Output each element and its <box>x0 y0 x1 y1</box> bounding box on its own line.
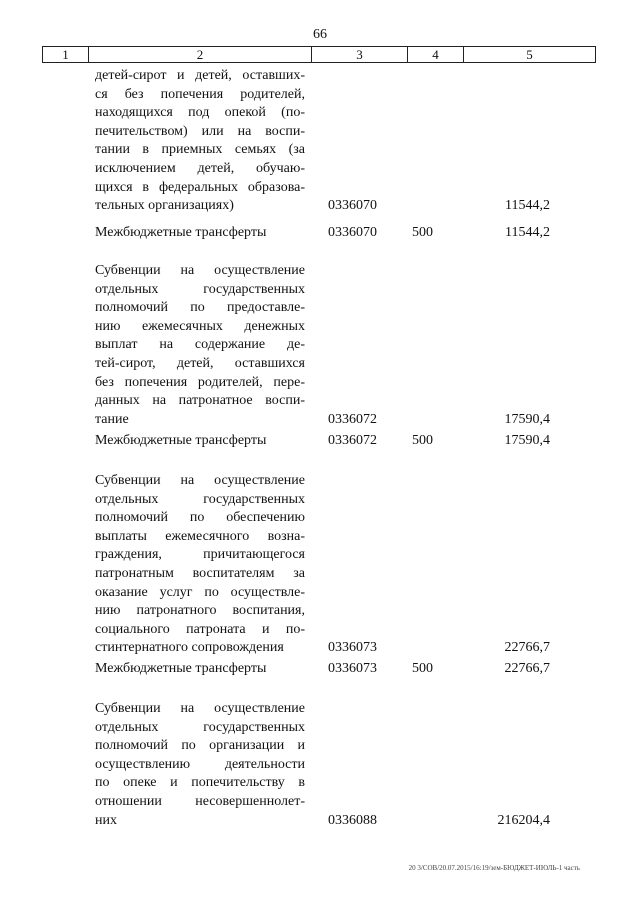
row-description-line: полномочий по предоставле- <box>95 300 305 316</box>
row-description <box>95 262 305 429</box>
row-amount: 22766,7 <box>504 661 550 676</box>
column-header-row <box>42 46 596 63</box>
row-description-line: стинтернатного сопровождения <box>95 640 284 656</box>
row-description <box>95 67 305 216</box>
row-code: 0336073 <box>328 661 377 676</box>
row-description-line: выплат на содержание де- <box>95 337 305 353</box>
column-header-3: 3 <box>312 47 408 62</box>
row-description <box>95 472 305 658</box>
row-description-line: отношении несовершеннолет- <box>95 793 305 809</box>
row-description-line: полномочий по организации и <box>95 738 305 754</box>
row-description <box>95 700 305 830</box>
row-description-line: детей-сирот и детей, оставших- <box>95 68 305 83</box>
row-code: 0336073 <box>328 640 377 656</box>
row-description-line: тей-сирот, детей, оставшихся <box>95 355 305 371</box>
row-code: 0336072 <box>328 433 377 448</box>
row-amount: 216204,4 <box>497 812 550 828</box>
column-header-5: 5 <box>526 47 533 62</box>
row-description-line: осуществлению деятельности <box>95 756 305 772</box>
row-description <box>95 432 305 451</box>
row-description-line: отдельных государственных <box>95 281 305 297</box>
row-code: 0336072 <box>328 411 377 427</box>
row-code: 0336088 <box>328 812 377 828</box>
row-expense-type: 500 <box>412 433 433 448</box>
row-description-line: исключением детей, обучаю- <box>95 160 305 176</box>
row-description-line: находящихся под опекой (по- <box>95 105 305 121</box>
row-code: 0336070 <box>328 225 377 240</box>
row-description-line: отдельных государственных <box>95 719 305 735</box>
row-description-line: Межбюджетные трансферты <box>95 225 267 240</box>
row-description-line: оказание услуг по осуществле- <box>95 584 305 600</box>
row-amount: 22766,7 <box>504 640 550 656</box>
row-description-line: полномочий по обеспечению <box>95 510 305 526</box>
row-expense-type: 500 <box>412 661 433 676</box>
row-description-line: по опеке и попечительству в <box>95 775 305 791</box>
row-description-line: данных на патронатное воспи- <box>95 393 305 409</box>
row-description-line: Межбюджетные трансферты <box>95 661 267 676</box>
row-description-line: Субвенции на осуществление <box>95 263 305 278</box>
row-description-line: Субвенции на осуществление <box>95 701 305 716</box>
row-description-line: отдельных государственных <box>95 491 305 507</box>
row-description-line: социального патроната и по- <box>95 621 305 637</box>
row-amount: 17590,4 <box>504 433 550 448</box>
column-header-2: 2 <box>89 47 312 62</box>
row-description-line: щихся в федеральных образова- <box>95 179 305 195</box>
row-description-line: нию ежемесячных денежных <box>95 318 305 334</box>
row-expense-type: 500 <box>412 225 433 240</box>
column-header-4: 4 <box>408 47 464 62</box>
row-description-line: тание <box>95 411 129 427</box>
row-description-line: нию патронатного воспитания, <box>95 603 305 619</box>
row-description-line: ся без попечения родителей, <box>95 86 305 102</box>
row-description-line: патронатным воспитателям за <box>95 565 305 581</box>
row-description-line: Межбюджетные трансферты <box>95 433 267 448</box>
row-description <box>95 660 305 679</box>
row-description-line: печительством) или на воспи- <box>95 123 305 139</box>
row-amount: 11544,2 <box>505 198 550 214</box>
row-description-line: граждения, причитающегося <box>95 547 305 563</box>
row-description-line: выплаты ежемесячного возна- <box>95 528 305 544</box>
row-description-line: без попечения родителей, пере- <box>95 374 305 390</box>
column-header-1: 1 <box>43 47 89 62</box>
row-description-line: тании в приемных семьях (за <box>95 142 305 158</box>
footer-note: 20 3/СОВ/20.07.2015/16:19/зем-БЮДЖЕТ-ИЮЛЬ-1 часть <box>408 864 580 872</box>
row-code: 0336070 <box>328 198 377 214</box>
row-amount: 17590,4 <box>504 411 550 427</box>
page-number: 66 <box>313 27 327 42</box>
row-description-line: Субвенции на осуществление <box>95 473 305 488</box>
row-amount: 11544,2 <box>505 225 550 240</box>
row-description-line: тельных организациях) <box>95 198 234 214</box>
row-description-line: них <box>95 812 117 828</box>
row-description <box>95 224 305 243</box>
